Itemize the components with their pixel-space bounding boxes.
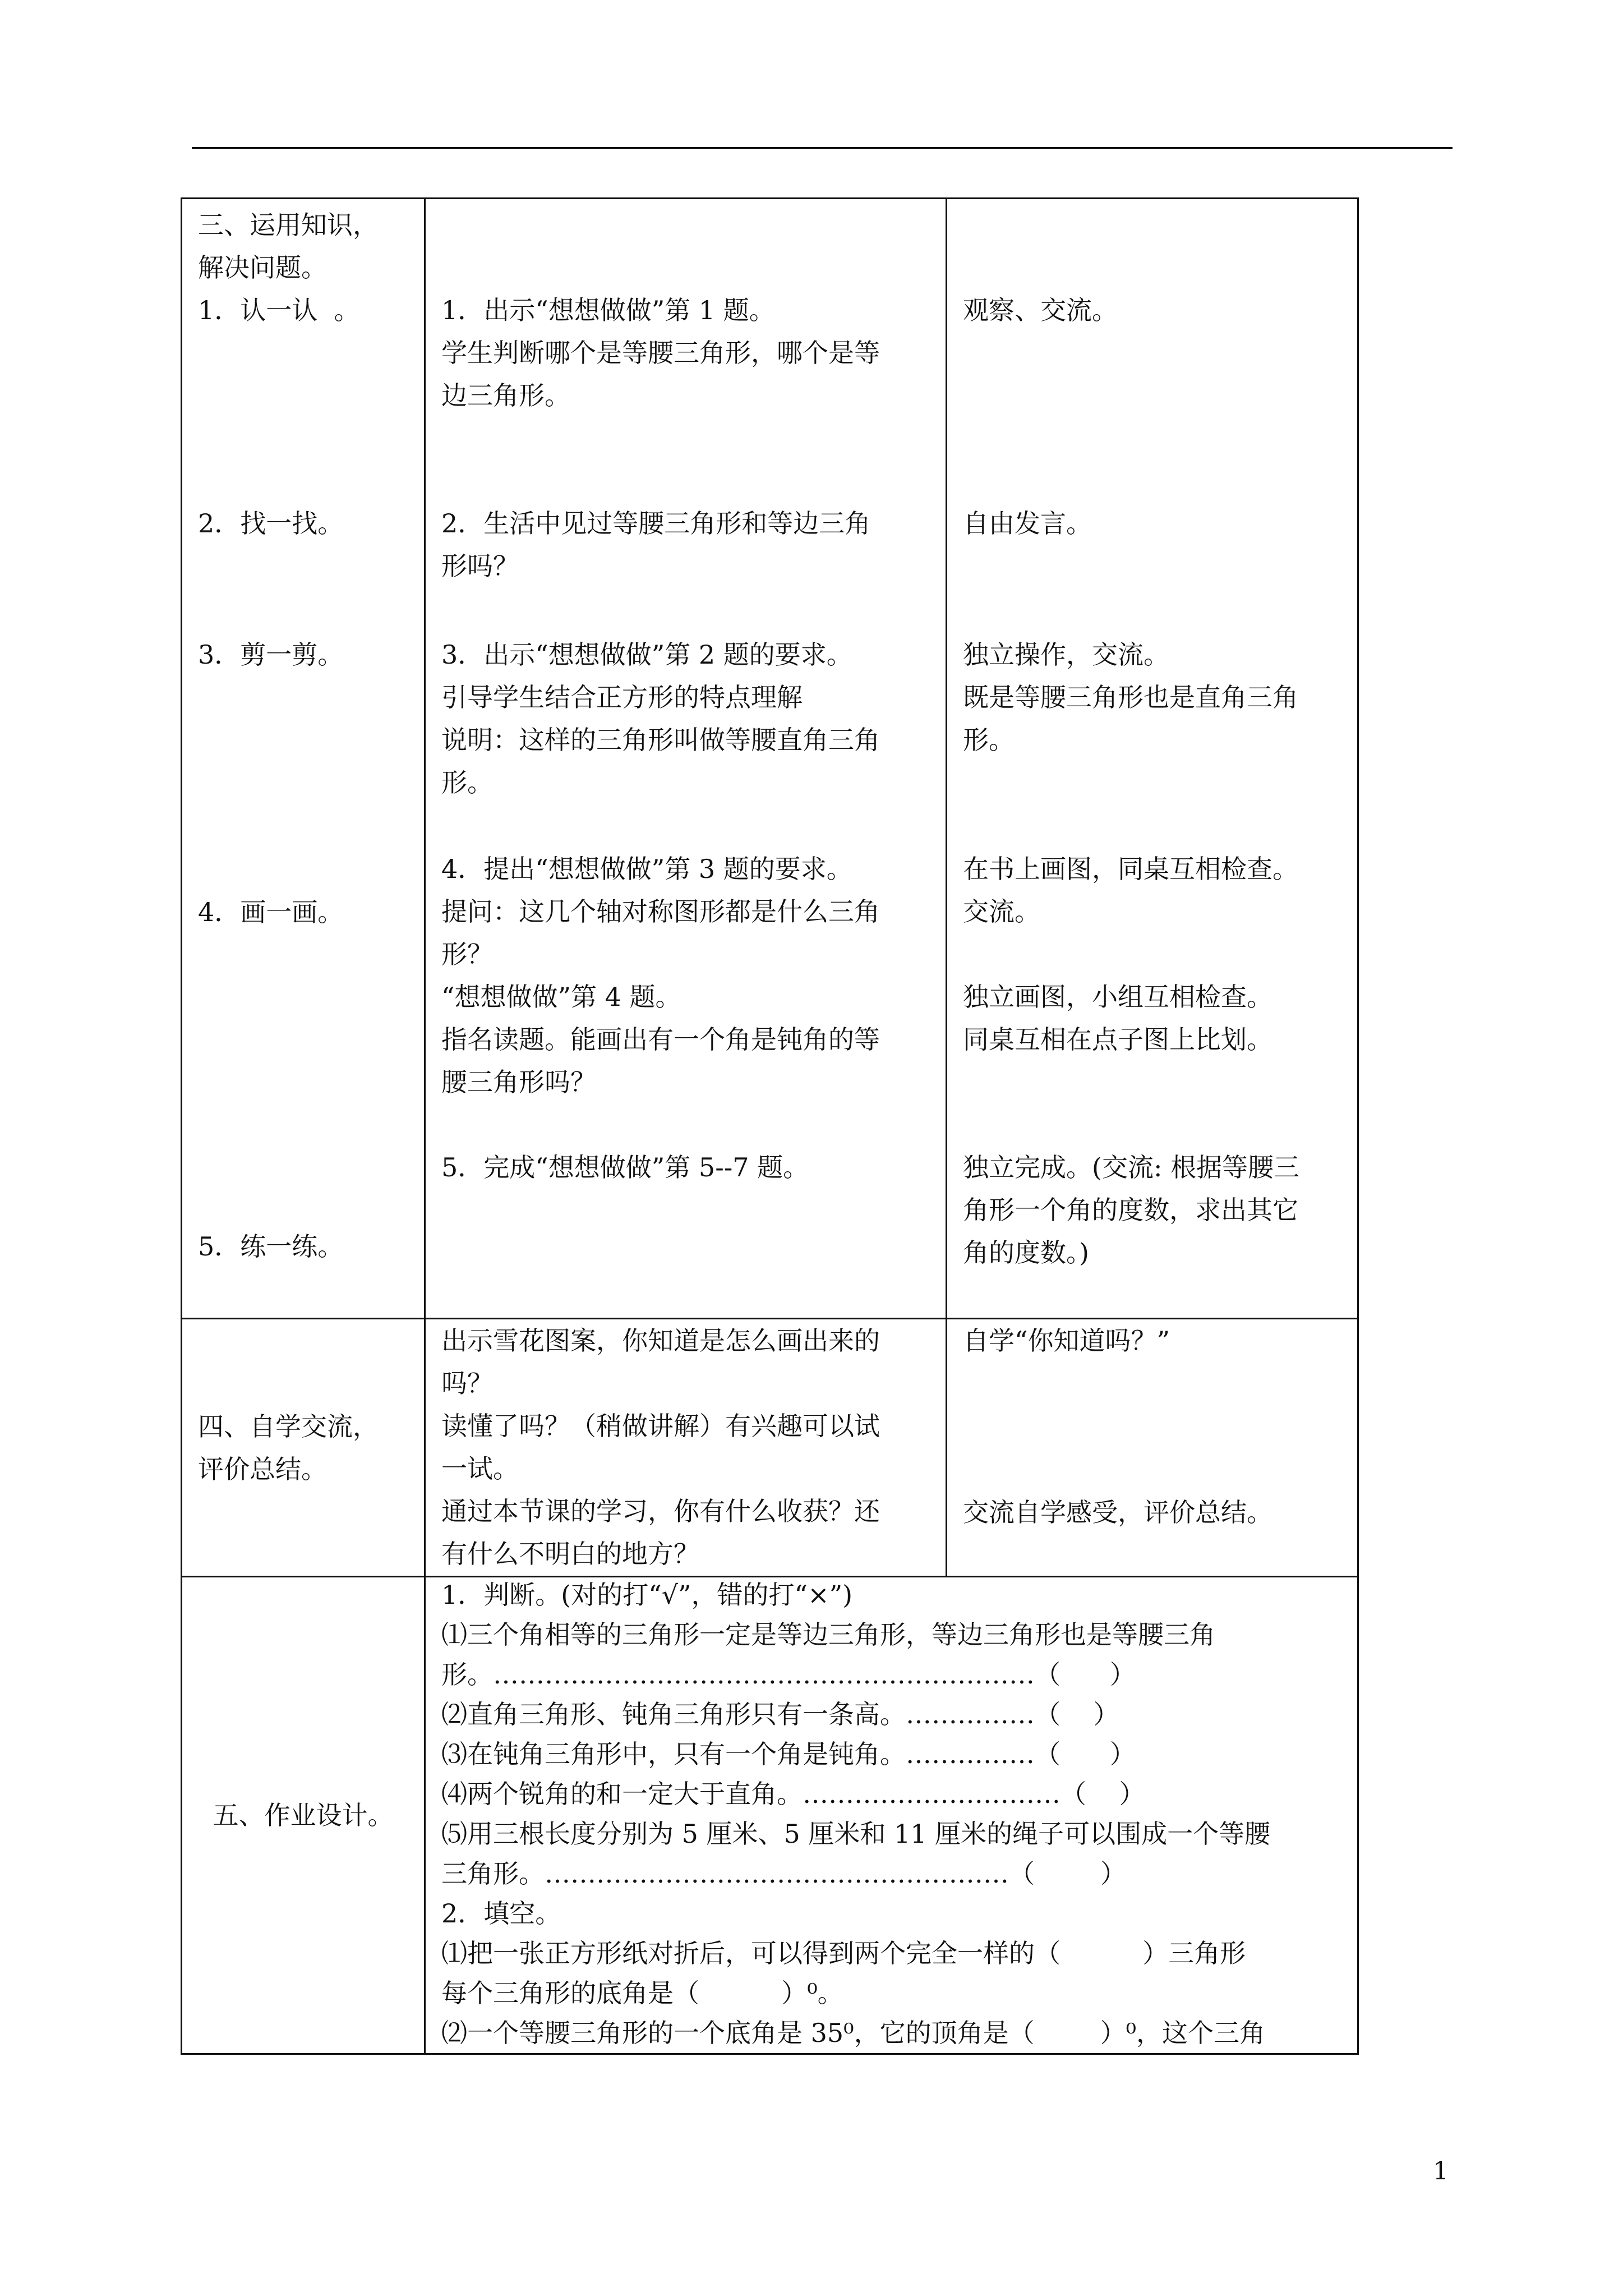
homework-cell [425, 1577, 1358, 2054]
homework-heading: 2．填空。 [441, 1898, 561, 1929]
student-activity-cell [947, 199, 1358, 1319]
section-title: 五、作业设计。 [213, 1800, 394, 1830]
table-row [182, 1577, 1358, 2054]
homework-item: ⑷两个锐角的和一定大于直角。…………………………（ ） [441, 1779, 1145, 1809]
section-title-cell [182, 199, 425, 1319]
teacher-activity-cell [425, 199, 947, 1319]
table-row [182, 199, 1358, 1319]
homework-item: ⑵一个等腰三角形的一个底角是 35⁰，它的顶角是（ ）⁰，这个三角 [441, 2018, 1266, 2048]
step-label: 5．练一练。 [198, 1231, 344, 1262]
student-response: 自学“你知道吗？” [963, 1326, 1170, 1356]
student-response: 独立完成。(交流: 根据等腰三 角形一个角的度数，求出其它 角的度数。) [963, 1152, 1300, 1268]
homework-item: 每个三角形的底角是（ ）⁰。 [441, 1978, 843, 2008]
student-response: 独立画图，小组互相检查。 同桌互相在点子图上比划。 [963, 982, 1272, 1055]
step-label: 3．剪一剪。 [198, 639, 344, 670]
activity-block: 1．出示“想想做做”第 1 题。 学生判断哪个是等腰三角形，哪个是等 边三角形。 [441, 295, 880, 411]
student-response: 独立操作，交流。 既是等腰三角形也是直角三角 形。 [963, 639, 1298, 755]
section-title-cell [182, 1319, 425, 1577]
homework-item: 三角形。………………………………………………（ ） [441, 1858, 1126, 1889]
step-label: 2．找一找。 [198, 508, 344, 539]
table-row [182, 1319, 1358, 1577]
student-response: 在书上画图，同桌互相检查。 交流。 [963, 854, 1298, 927]
activity-block: 4．提出“想想做做”第 3 题的要求。 提问：这几个轴对称图形都是什么三角 形？ “想想做做”第 4 题。 指名读题。能画出有一个角是钝角的等 腰三角形吗？ [441, 854, 880, 1097]
activity-block: 5．完成“想想做做”第 5--7 题。 [441, 1152, 809, 1182]
activity-block: 2．生活中见过等腰三角形和等边三角 形吗？ [441, 508, 871, 581]
student-response: 观察、交流。 [963, 295, 1118, 325]
teacher-activity-cell [425, 1319, 947, 1577]
page-number: 1 [1433, 2157, 1449, 2185]
header-rule [192, 147, 1453, 149]
homework-item: ⑴把一张正方形纸对折后，可以得到两个完全一样的（ ）三角形 [441, 1938, 1246, 1968]
step-label: 4．画一画。 [198, 897, 344, 927]
activity-block: 3．出示“想想做做”第 2 题的要求。 引导学生结合正方形的特点理解 说明：这样的三角形叫做等腰直角三角 形。 [441, 639, 880, 798]
homework-item: ⑸用三根长度分别为 5 厘米、5 厘米和 11 厘米的绳子可以围成一个等腰 [441, 1819, 1271, 1849]
student-activity-cell [947, 1319, 1358, 1577]
activity-block: 出示雪花图案，你知道是怎么画出来的 吗？ 读懂了吗？（稍做讲解）有兴趣可以试 一试。 通过本节课的学习，你有什么收获？还 有什么不明白的地方？ [441, 1326, 880, 1569]
section-title-cell [182, 1577, 425, 2054]
section-title: 三、运用知识， 解决问题。 [198, 210, 379, 283]
homework-heading: 1．判断。(对的打“√”，错的打“×”) [441, 1580, 853, 1610]
homework-item: ⑴三个角相等的三角形一定是等边三角形，等边三角形也是等腰三角 [441, 1619, 1215, 1650]
homework-item: 形。………………………………………………………（ ） [441, 1659, 1136, 1690]
section-title: 四、自学交流， 评价总结。 [198, 1411, 379, 1484]
homework-item: ⑵直角三角形、钝角三角形只有一条高。……………（ ） [441, 1699, 1119, 1729]
homework-item: ⑶在钝角三角形中，只有一个角是钝角。……………（ ） [441, 1739, 1136, 1769]
student-response: 自由发言。 [963, 508, 1092, 539]
homework-content [441, 1575, 1347, 2053]
lesson-plan-table [181, 197, 1359, 2055]
step-label: 1．认一认 。 [198, 295, 360, 325]
student-response: 交流自学感受，评价总结。 [963, 1497, 1272, 1527]
